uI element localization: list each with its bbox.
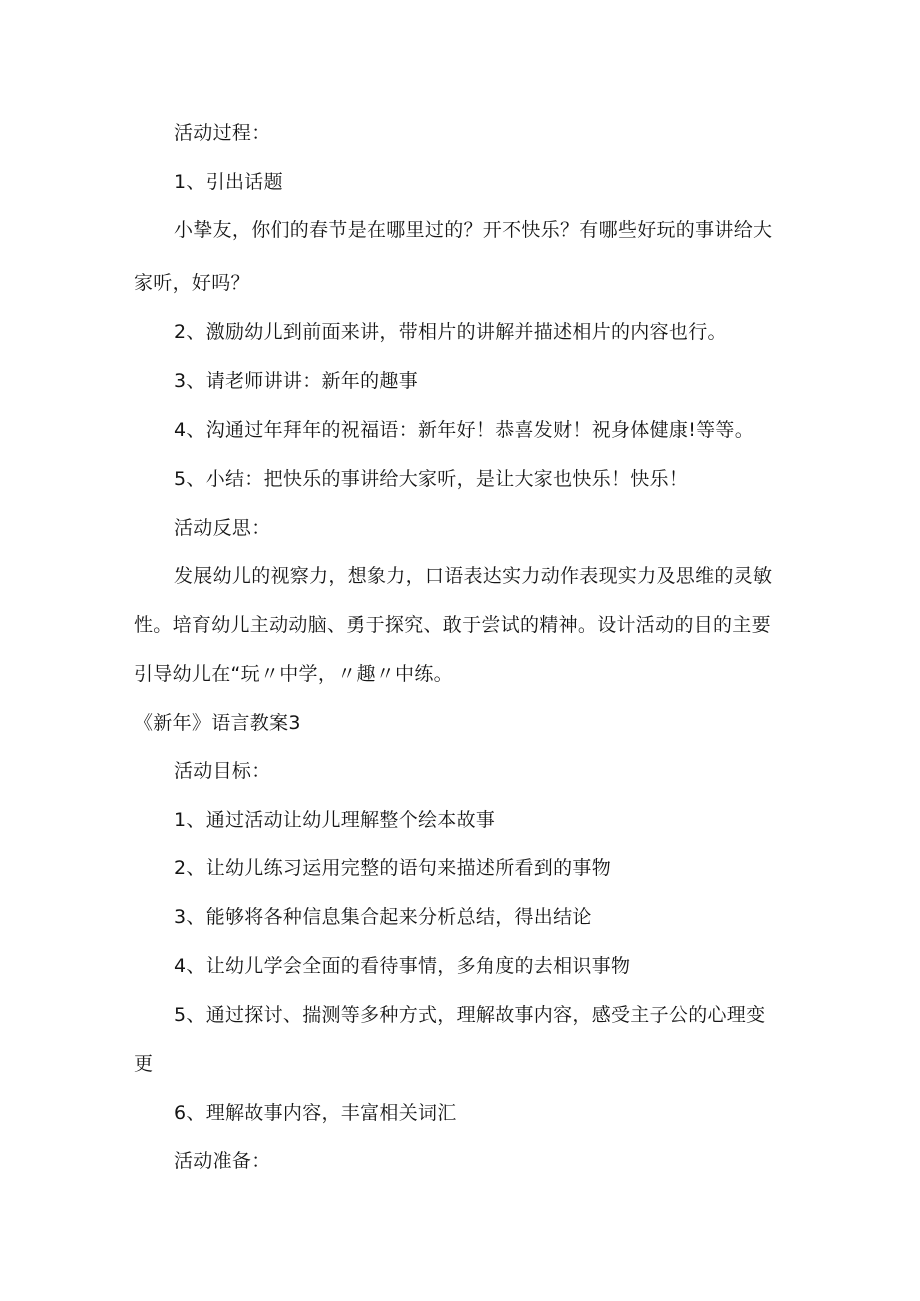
step-2: 2、激励幼儿到前面来讲，带相片的讲解并描述相片的内容也行。 (174, 321, 727, 343)
goal-5-continued: 更 (134, 1053, 154, 1075)
step-1-intro-topic: 1、引出话题 (174, 171, 283, 193)
goal-6: 6、理解故事内容，丰富相关词汇 (174, 1102, 457, 1124)
paragraph-line: 性。培育幼儿主动动脑、勇于探究、敢于尝试的精神。设计活动的目的主要 (134, 614, 771, 636)
step-4: 4、沟通过年拜年的祝福语：新年好！恭喜发财！祝身体健康!等等。 (174, 419, 755, 441)
heading-activity-reflection: 活动反思： (174, 517, 271, 539)
heading-activity-preparation: 活动准备： (174, 1150, 271, 1172)
step-5-summary: 5、小结：把快乐的事讲给大家听，是让大家也快乐！快乐！ (174, 468, 689, 490)
goal-1: 1、通过活动让幼儿理解整个绘本故事 (174, 809, 496, 831)
paragraph-line: 家听，好吗？ (134, 272, 250, 294)
goal-4: 4、让幼儿学会全面的看待事情，多角度的去相识事物 (174, 955, 631, 977)
section-title-lesson-3: 《新年》语言教案3 (134, 712, 301, 734)
goal-3: 3、能够将各种信息集合起来分析总结，得出结论 (174, 906, 592, 928)
paragraph-line: 引导幼儿在“玩〃中学，〃趣〃中练。 (134, 663, 453, 685)
heading-activity-process: 活动过程： (174, 122, 271, 144)
paragraph-line: 小挚友，你们的春节是在哪里过的？开不快乐？有哪些好玩的事讲给大 (174, 219, 773, 241)
paragraph-line: 发展幼儿的视察力，想象力，口语表达实力动作表现实力及思维的灵敏 (174, 565, 773, 587)
goal-2: 2、让幼儿练习运用完整的语句来描述所看到的事物 (174, 857, 611, 879)
step-3: 3、请老师讲讲：新年的趣事 (174, 370, 418, 392)
heading-activity-goals: 活动目标： (174, 760, 271, 782)
goal-5: 5、通过探讨、揣测等多种方式，理解故事内容，感受主子公的心理变 (174, 1004, 766, 1026)
